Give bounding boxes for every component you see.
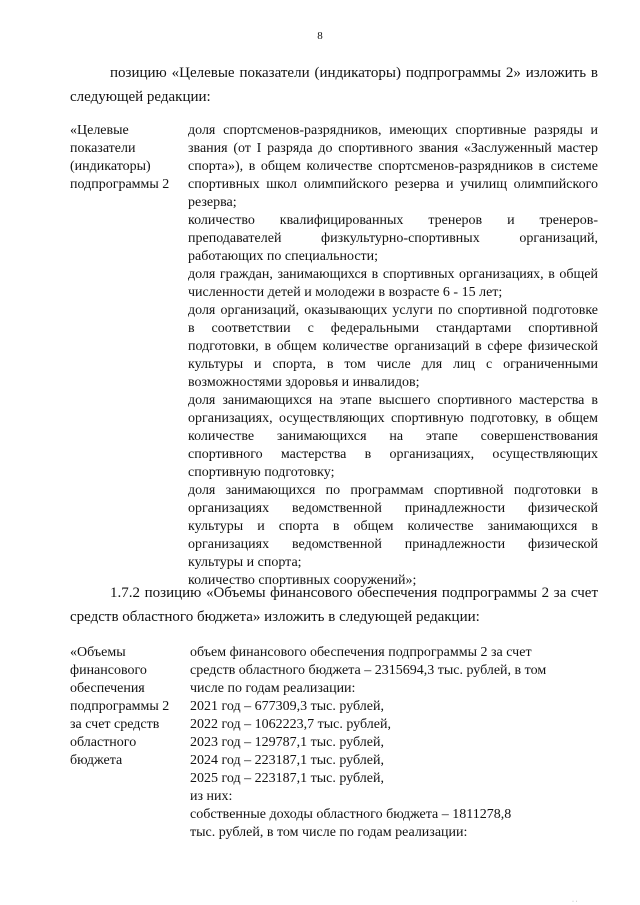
indicator-item: доля организаций, оказывающих услуги по спортивной подготовке в соответствии с федеральными стандартами спортивной подготовки, в общем количестве организаций в сфере физической культуры и спорта, в том числе для лиц с ограниченными возможностями здоровья и инвалидов; <box>188 303 598 390</box>
financing-line: 2025 год – 223187,1 тыс. рублей, <box>190 771 384 786</box>
indicator-item: доля занимающихся на этапе высшего спортивного мастерства в организациях, осуществляющих спортивную подготовку, в общем количестве занимающихся на этапе совершенствования спортивного мастерства в организациях, осуществляющих спортивную подготовку; <box>188 393 598 480</box>
indicator-item: доля занимающихся по программам спортивной подготовки в организациях ведомственной принадлежности физической культуры и спорта в общем количестве занимающихся в организациях ведомственной принадлежности физической культуры и спорта; <box>188 483 598 570</box>
indicator-item: доля спортсменов-разрядников, имеющих спортивные разряды и звания (от I разряда до спортивного звания «Заслуженный мастер спорта»), в общем количестве спортсменов-разрядников в системе спортивных школ олимпийского резерва и училищ олимпийского резерва; <box>188 123 598 210</box>
financing-line: тыс. рублей, в том числе по годам реализации: <box>190 825 468 840</box>
indicators-label-line: «Целевые <box>70 123 129 138</box>
indicators-label-line: подпрограммы 2 <box>70 177 170 192</box>
financing-line: собственные доходы областного бюджета – 1811278,8 <box>190 807 512 822</box>
financing-line: из них: <box>190 789 233 804</box>
financing-line: 2023 год – 129787,1 тыс. рублей, <box>190 735 384 750</box>
intro-paragraph: позицию «Целевые показатели (индикаторы) подпрограммы 2» изложить в следующей редакции: <box>70 65 598 105</box>
financing-label-line: бюджета <box>70 753 123 768</box>
financing-block <box>70 644 598 842</box>
indicators-list <box>188 122 598 590</box>
financing-line: 2021 год – 677309,3 тыс. рублей, <box>190 699 384 714</box>
financing-label-line: обеспечения <box>70 681 145 696</box>
financing-label-line: подпрограммы 2 <box>70 699 170 714</box>
indicators-block <box>70 122 598 590</box>
financing-text <box>190 644 598 842</box>
financing-label-line: за счет средств <box>70 717 160 732</box>
section-paragraph: 1.7.2 позицию «Объемы финансового обеспечения подпрограммы 2 за счет средств областного бюджета» изложить в следующей редакции: <box>70 585 598 625</box>
financing-line: объем финансового обеспечения подпрограммы 2 за счет <box>190 645 532 660</box>
financing-label-line: финансового <box>70 663 147 678</box>
financing-line: числе по годам реализации: <box>190 681 356 696</box>
financing-line: 2024 год – 223187,1 тыс. рублей, <box>190 753 384 768</box>
scan-mark: · · <box>572 899 578 905</box>
indicator-item: количество квалифицированных тренеров и тренеров-преподавателей физкультурно-спортивных организаций, работающих по специальности; <box>188 213 598 264</box>
indicators-label-line: показатели <box>70 141 136 156</box>
indicator-item: доля граждан, занимающихся в спортивных организациях, в общей численности детей и молодежи в возрасте 6 - 15 лет; <box>188 267 598 300</box>
page-number: 8 <box>317 30 323 42</box>
indicators-label-line: (индикаторы) <box>70 159 151 174</box>
indicator-item: количество спортивных сооружений»; <box>188 573 417 588</box>
financing-line: средств областного бюджета – 2315694,3 тыс. рублей, в том <box>190 663 547 678</box>
financing-label <box>70 644 190 842</box>
indicators-label <box>70 122 188 590</box>
financing-label-line: областного <box>70 735 137 750</box>
financing-label-line: «Объемы <box>70 645 126 660</box>
financing-line: 2022 год – 1062223,7 тыс. рублей, <box>190 717 391 732</box>
